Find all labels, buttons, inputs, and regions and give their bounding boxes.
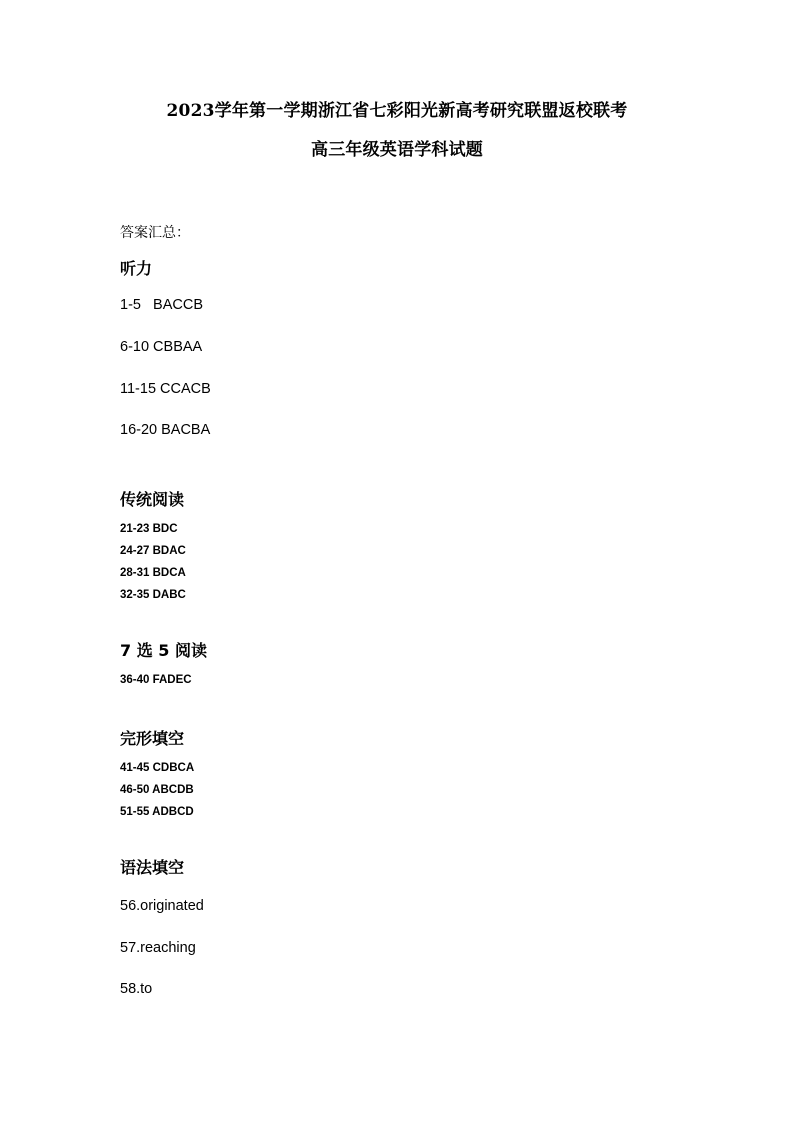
answer-line: 1-5 BACCB <box>120 297 203 313</box>
document-subtitle: 高三年级英语学科试题 <box>311 140 483 160</box>
answer-line: 16-20 BACBA <box>120 422 211 438</box>
answer-line: 24-27 BDAC <box>120 545 186 557</box>
answer-line: 21-23 BDC <box>120 523 178 535</box>
section-heading-seven-five: 7 选 5 阅读 <box>120 641 207 660</box>
section-heading-traditional-reading: 传统阅读 <box>120 490 185 509</box>
answer-summary-label: 答案汇总： <box>120 225 190 241</box>
section-heading-grammar: 语法填空 <box>120 858 185 877</box>
document-title: 2023学年第一学期浙江省七彩阳光新高考研究联盟返校联考 <box>166 101 628 121</box>
answer-line: 46-50 ABCDB <box>120 784 194 796</box>
answer-line: 57.reaching <box>120 940 196 956</box>
section-heading-listening: 听力 <box>120 259 153 278</box>
answer-line: 28-31 BDCA <box>120 567 186 579</box>
answer-line: 58.to <box>120 981 153 997</box>
answer-line: 41-45 CDBCA <box>120 762 195 774</box>
answer-line: 36-40 FADEC <box>120 674 192 686</box>
answer-line: 6-10 CBBAA <box>120 339 203 355</box>
answer-line: 56.originated <box>120 898 204 914</box>
section-heading-cloze: 完形填空 <box>120 729 185 748</box>
answer-line: 51-55 ADBCD <box>120 806 194 818</box>
answer-line: 11-15 CCACB <box>120 381 211 397</box>
answer-line: 32-35 DABC <box>120 589 186 601</box>
